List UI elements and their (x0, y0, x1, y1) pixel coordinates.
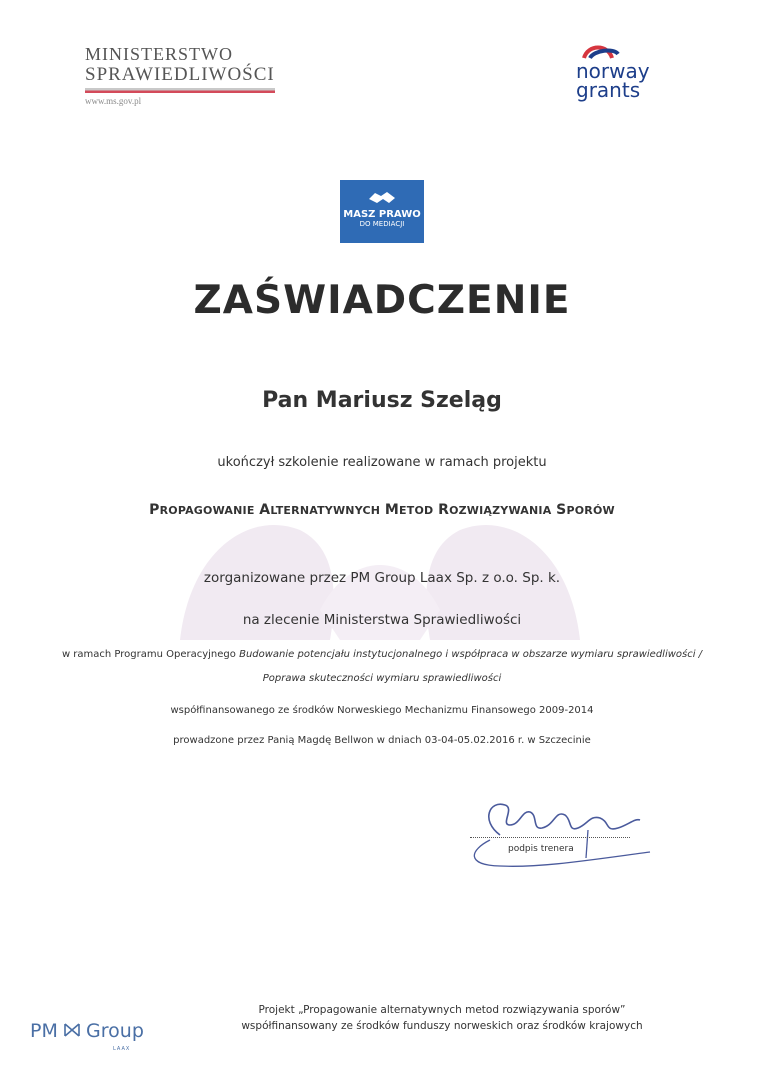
pm-logo-left: PM (30, 1020, 58, 1042)
cofinancing-statement: współfinansowanego ze środków Norweskiego Mechanizmu Finansowego 2009-2014 (170, 705, 594, 716)
pm-logo-sub: LAAX (113, 1046, 131, 1052)
trainer-statement: prowadzone przez Panią Magdę Bellwon w dniach 03-04-05.02.2016 r. w Szczecinie (173, 735, 591, 746)
completion-statement: ukończył szkolenie realizowane w ramach projektu (217, 455, 547, 470)
program-statement-line1: w ramach Programu Operacyjnego Budowanie potencjału instytucjonalnego i współpraca w obszarze wymiaru sprawiedliwości / (61, 649, 703, 660)
norway-grants-line1: norway (576, 59, 650, 83)
badge-line2: DO MEDIACJI (359, 220, 405, 228)
recipient-name: Pan Mariusz Szeląg (262, 388, 502, 413)
norway-grants-logo (576, 42, 676, 112)
masz-prawo-badge (340, 180, 424, 243)
ministry-logo-line1: MINISTERSTWO (85, 44, 233, 64)
pm-group-knot-icon (63, 1022, 81, 1038)
signature-label: podpis trenera (508, 844, 574, 854)
ministry-of-justice-logo (85, 44, 285, 124)
pm-logo-right: Group (86, 1020, 144, 1042)
badge-line1: MASZ PRAWO (343, 209, 421, 220)
handshake-icon (367, 187, 397, 207)
program-statement-line2: Poprawa skuteczności wymiaru sprawiedliwości (262, 673, 502, 684)
program-name: Budowanie potencjału instytucjonalnego i współpraca w obszarze wymiaru sprawiedliwości / (239, 649, 703, 660)
signature-line (470, 837, 630, 838)
polish-flag-stripe (85, 88, 275, 93)
footer-project-line: Projekt „Propagowanie alternatywnych metod rozwiązywania sporów” (258, 1004, 626, 1016)
certificate-title: ZAŚWIADCZENIE (193, 278, 571, 323)
organizer-statement: zorganizowane przez PM Group Laax Sp. z o.o. Sp. k. (203, 570, 561, 586)
ministry-logo-line2: SPRAWIEDLIWOŚCI (85, 64, 275, 85)
project-name: PROPAGOWANIE ALTERNATYWNYCH METOD ROZWIĄZYWANIA SPORÓW (149, 502, 615, 518)
ministry-url: www.ms.gov.pl (85, 96, 142, 106)
norway-grants-line2: grants (576, 78, 641, 102)
footer-funding-line: współfinansowany ze środków funduszy norweskich oraz środków krajowych (241, 1020, 643, 1032)
trainer-signature (460, 780, 660, 870)
commission-statement: na zlecenie Ministerstwa Sprawiedliwości (242, 612, 522, 628)
